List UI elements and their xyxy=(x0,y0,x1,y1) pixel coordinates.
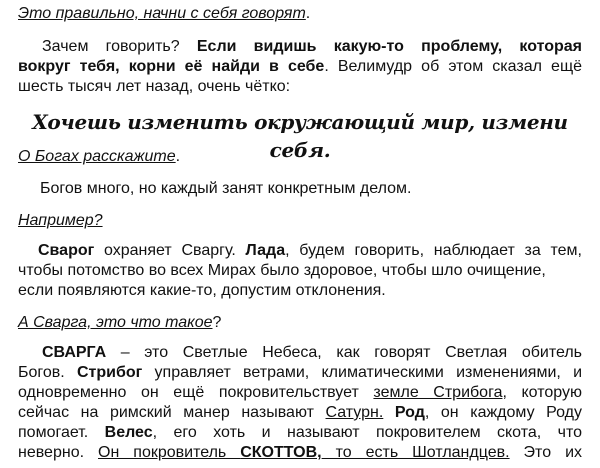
p3-text-3: чтобы потомство во всех Мирах было здоровое, чтобы шло очищение, xyxy=(18,262,546,279)
paragraph-1-line-2 xyxy=(18,57,582,77)
p4-text-4: одновременно он ещё покровительствует xyxy=(18,384,374,401)
p4-text-11: Это их xyxy=(509,444,582,461)
question-4-punct: ? xyxy=(212,314,222,331)
p4-underlined-2: то есть Шотландцев. xyxy=(321,444,510,461)
question-3 xyxy=(18,211,582,231)
p4-text-2: Богов. xyxy=(18,364,77,381)
question-2-text: О Богах расскажите xyxy=(18,148,176,165)
p1-bold: Если видишь какую-то проблему, которая xyxy=(196,38,582,55)
paragraph-4-line-1 xyxy=(18,343,582,363)
p3-text-4: если появляются какие-то, допустим отклонения. xyxy=(18,282,386,299)
paragraph-3-line-1 xyxy=(18,241,582,261)
question-2-punct: . xyxy=(175,148,181,165)
p4-text-10: неверно. xyxy=(18,444,99,461)
paragraph-2 xyxy=(18,179,582,199)
stribog-land-underlined: земле Стрибога xyxy=(373,384,503,401)
p3-text-2: , будем говорить, наблюдает за тем, xyxy=(285,242,582,259)
stribog-name: Стрибог xyxy=(76,364,143,381)
paragraph-4-line-4 xyxy=(18,403,582,423)
scotts-underlined xyxy=(98,444,510,461)
question-4 xyxy=(18,313,582,333)
question-4-text: А Сварга, это что такое xyxy=(18,314,213,331)
highlighted-quote: Хочешь изменить окружающий мир, измени себя. xyxy=(32,110,568,162)
p4-text-8: помогает. xyxy=(18,424,105,441)
question-3-text: Например? xyxy=(18,212,103,229)
svarga-term: СВАРГА xyxy=(42,344,107,361)
paragraph-4-line-3 xyxy=(18,383,582,403)
p4-text-5: , которую xyxy=(502,384,582,401)
p1-text-3: шесть тысяч лет назад, очень чётко: xyxy=(18,78,291,95)
paragraph-1-line-1 xyxy=(18,37,582,57)
veles-name: Велес xyxy=(104,424,153,441)
svarog-name: Сварог xyxy=(38,242,95,259)
scotts-term: СКОТТОВ, xyxy=(240,444,322,461)
question-1 xyxy=(18,4,582,24)
p4-text-7: , он каждому Роду xyxy=(424,404,583,421)
p4-underlined-1: Он покровитель xyxy=(98,444,241,461)
p3-text-1: охраняет Сваргу. xyxy=(94,242,246,259)
saturn-underlined: Сатурн. xyxy=(325,404,384,421)
paragraph-3-line-2 xyxy=(18,261,582,281)
lada-name: Лада xyxy=(245,242,286,259)
p4-text-6: сейчас на римский манер называют xyxy=(18,404,326,421)
paragraph-3-line-3 xyxy=(18,281,582,301)
p1-text-2: . Велимудр об этом сказал ещё xyxy=(324,58,583,75)
p4-text-1: – это Светлые Небеса, как говорят Светлая обитель xyxy=(106,344,582,361)
p1-text: Зачем говорить? xyxy=(42,38,197,55)
question-1-text: Это правильно, начни с себя говорят xyxy=(18,5,306,22)
question-2 xyxy=(18,147,582,167)
p4-text-3: управляет ветрами, климатическими изменениями, и xyxy=(142,364,583,381)
paragraph-4-line-2 xyxy=(18,363,582,383)
paragraph-4-line-6 xyxy=(18,443,582,463)
p1-bold-2: вокруг тебя, корни её найди в себе xyxy=(18,58,325,75)
p4-text-9: , его хоть и называют покровителем скота, что xyxy=(152,424,583,441)
paragraph-1-line-3 xyxy=(18,77,582,97)
p2-text: Богов много, но каждый занят конкретным делом. xyxy=(40,180,412,197)
rod-name: Род xyxy=(394,404,425,421)
paragraph-4-line-5 xyxy=(18,423,582,443)
question-1-punct: . xyxy=(305,5,311,22)
p4-space xyxy=(383,404,395,421)
